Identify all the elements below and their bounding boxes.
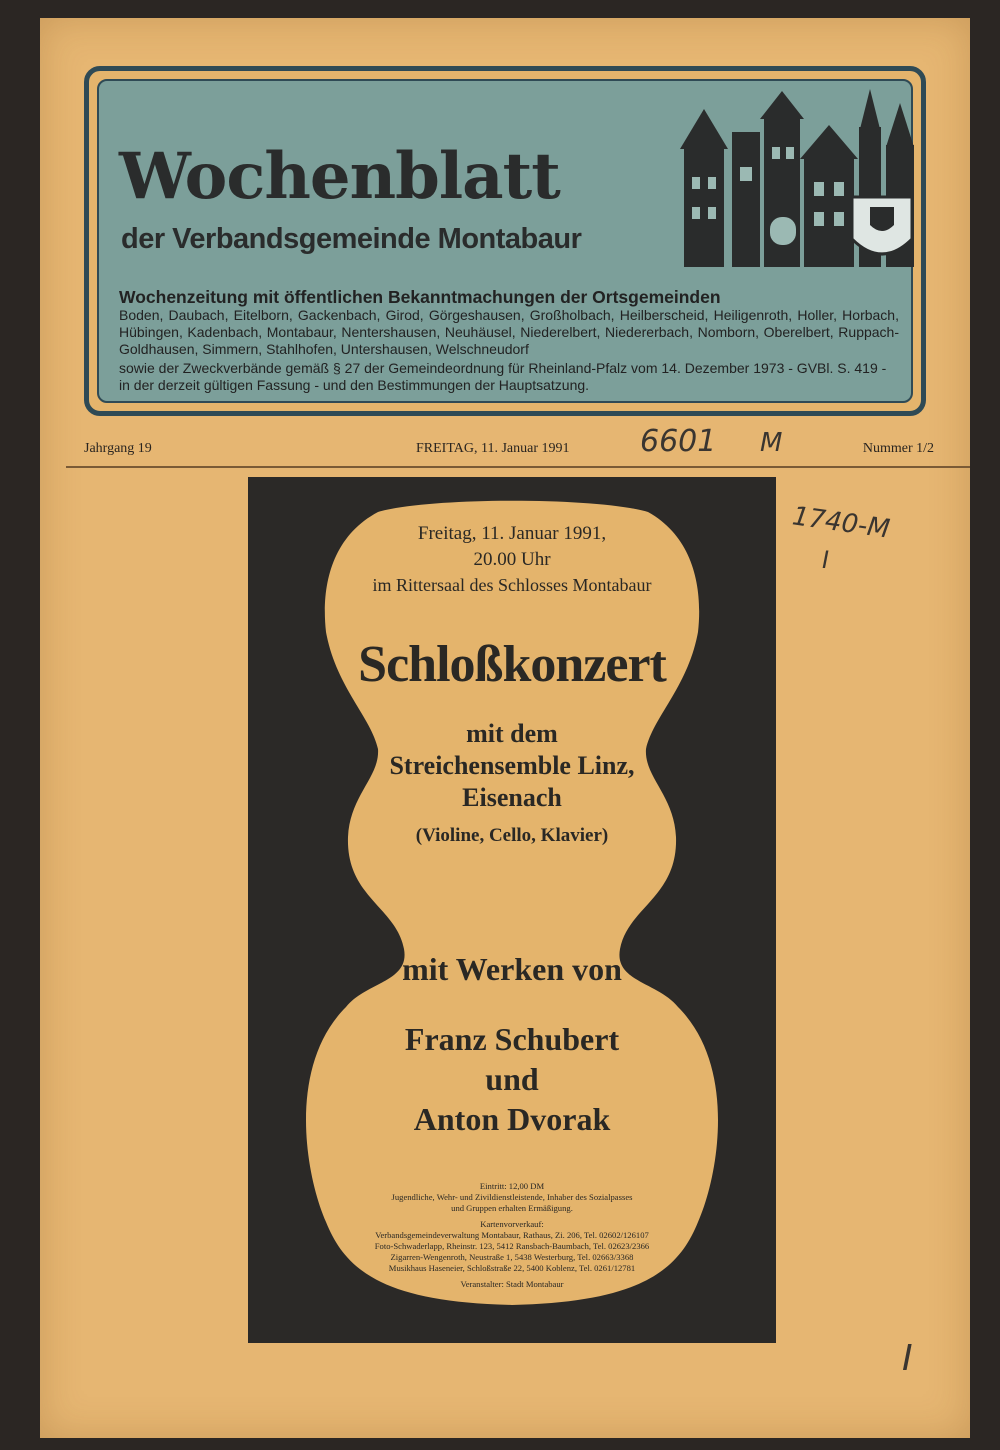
masthead-heading: Wochenzeitung mit öffentlichen Bekanntmachungen der Ortsgemeinden	[119, 287, 721, 307]
ad-fine-print-presale: Kartenvorverkauf:	[480, 1219, 544, 1229]
ad-fine-print-discount-1: Jugendliche, Wehr- und Zivildienstleistende, Inhaber des Sozialpasses	[391, 1192, 633, 1202]
ad-date: Freitag, 11. Januar 1991,	[417, 523, 607, 544]
masthead-panel	[97, 79, 913, 403]
handwritten-note-catalog: 1740-M	[790, 501, 892, 545]
handwritten-stamp-number: 6601	[640, 424, 717, 459]
ad-and-word: und	[485, 1061, 539, 1097]
ad-fine-print-admission: Eintritt: 12,00 DM	[479, 1181, 545, 1191]
concert-advertisement	[248, 477, 776, 1343]
ad-instruments: (Violine, Cello, Klavier)	[415, 825, 609, 846]
issue-date: FREITAG, 11. Januar 1991	[416, 441, 570, 456]
issue-number: Nummer 1/2	[862, 441, 934, 456]
ad-fine-print-outlet-1: Verbandsgemeindeverwaltung Montabaur, Rathaus, Zi. 206, Tel. 02602/126107	[375, 1230, 649, 1240]
ad-ensemble-line1: Streichensemble Linz,	[389, 751, 635, 780]
ad-fine-print-outlet-3: Zigarren-Wengenroth, Neustraße 1, 5438 Westerburg, Tel. 02663/3368	[390, 1252, 634, 1262]
ad-fine-print-discount-2: und Gruppen erhalten Ermäßigung.	[451, 1203, 573, 1213]
legal-note: sowie der Zweckverbände gemäß § 27 der Gemeindeordnung für Rheinland-Pfalz vom 14. Dezember 1973 - GVBl. S. 419 - in der derzeit gültigen Fassung - und den Bestimmungen der Hauptsatzung.	[119, 360, 887, 393]
ad-fine-print-outlet-4: Musikhaus Haseneier, Schloßstraße 22, 5400 Koblenz, Tel. 0261/12781	[388, 1263, 636, 1273]
handwritten-note-roman: I	[822, 546, 830, 574]
header-rule	[66, 466, 970, 468]
ad-fine-print-organizer: Veranstalter: Stadt Montabaur	[460, 1279, 564, 1289]
masthead-subtitle: der Verbandsgemeinde Montabaur	[121, 223, 582, 255]
masthead-frame	[84, 66, 926, 416]
ad-title: Schloßkonzert	[358, 636, 666, 693]
issue-volume: Jahrgang 19	[84, 441, 152, 456]
ad-with-line: mit dem	[466, 719, 558, 748]
masthead-title: Wochenblatt	[119, 139, 560, 214]
ad-fine-print-outlet-2: Foto-Schwaderlapp, Rheinstr. 123, 5412 Ransbach-Baumbach, Tel. 02623/2366	[374, 1241, 650, 1251]
handwritten-bottom-mark: I	[902, 1338, 913, 1379]
ad-ensemble-line2: Eisenach	[462, 783, 562, 812]
town-skyline-icon	[674, 87, 929, 277]
issue-line	[84, 439, 934, 461]
handwritten-stamp-mark: M	[760, 428, 783, 458]
ad-composer-2: Anton Dvorak	[413, 1101, 611, 1137]
communities-list: Boden, Daubach, Eitelborn, Gackenbach, Girod, Görgeshausen, Großholbach, Heilberscheid, Heiligenroth, Holler, Horbach, Hübingen, Kadenbach, Montabaur, Nentershausen, Neuhäusel, Niederelbert, Niedererbach, Nomborn, Oberelbert, Ruppach-Goldhausen, Simmern, Stahlhofen, Untershausen, Welschneudorf	[119, 307, 899, 357]
ad-composer-1: Franz Schubert	[404, 1021, 620, 1057]
ad-works-line: mit Werken von	[402, 951, 622, 987]
ad-venue: im Rittersaal des Schlosses Montabaur	[372, 575, 652, 595]
ad-time: 20.00 Uhr	[473, 549, 551, 570]
